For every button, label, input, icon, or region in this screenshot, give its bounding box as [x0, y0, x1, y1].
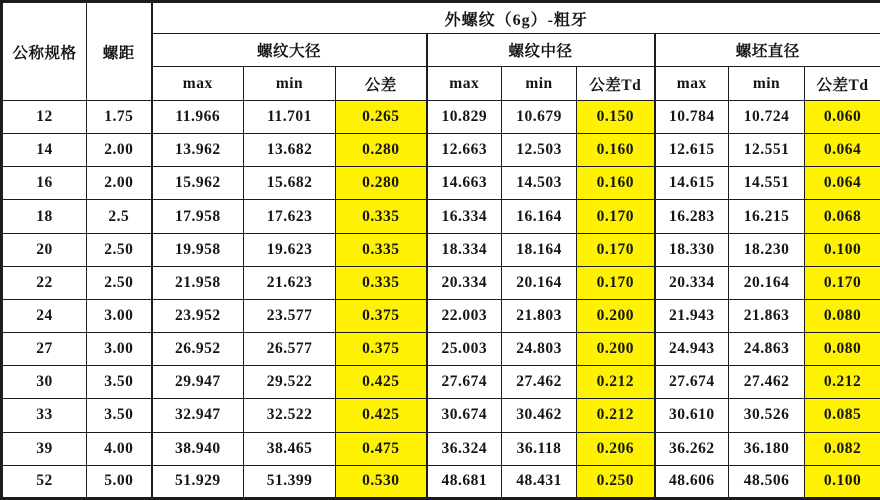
- value-cell: 30.674: [427, 399, 502, 432]
- value-cell: 21.863: [729, 299, 805, 332]
- value-cell: 0.335: [336, 266, 427, 299]
- value-cell: 36.324: [427, 432, 502, 465]
- value-cell: 0.082: [805, 432, 880, 465]
- value-cell: 14.663: [427, 167, 502, 200]
- header-blank-tolerance-td: 公差Td: [805, 67, 880, 101]
- value-cell: 0.425: [336, 399, 427, 432]
- value-cell: 0.335: [336, 233, 427, 266]
- value-cell: 0.170: [805, 266, 880, 299]
- spec-cell: 16: [2, 167, 87, 200]
- table-row: [2, 399, 880, 432]
- table-row: [2, 465, 880, 498]
- value-cell: 11.701: [244, 101, 336, 134]
- value-cell: 0.100: [805, 233, 880, 266]
- header-major-diameter: 螺纹大径: [152, 34, 427, 67]
- value-cell: 14.551: [729, 167, 805, 200]
- value-cell: 26.577: [244, 333, 336, 366]
- value-cell: 0.064: [805, 167, 880, 200]
- value-cell: 48.506: [729, 465, 805, 498]
- header-pitch: 螺距: [87, 2, 152, 101]
- value-cell: 12.663: [427, 134, 502, 167]
- value-cell: 30.610: [655, 399, 729, 432]
- table-row: [2, 233, 880, 266]
- value-cell: 0.425: [336, 366, 427, 399]
- value-cell: 16.215: [729, 200, 805, 233]
- value-cell: 10.724: [729, 101, 805, 134]
- spec-cell: 22: [2, 266, 87, 299]
- value-cell: 0.375: [336, 299, 427, 332]
- header-middle-tolerance-td: 公差Td: [577, 67, 655, 101]
- value-cell: 14.615: [655, 167, 729, 200]
- value-cell: 0.200: [577, 333, 655, 366]
- value-cell: 0.250: [577, 465, 655, 498]
- value-cell: 23.952: [152, 299, 244, 332]
- value-cell: 24.863: [729, 333, 805, 366]
- header-blank-max: max: [655, 67, 729, 101]
- value-cell: 36.118: [502, 432, 577, 465]
- value-cell: 2.00: [87, 134, 152, 167]
- value-cell: 16.334: [427, 200, 502, 233]
- value-cell: 13.682: [244, 134, 336, 167]
- value-cell: 0.150: [577, 101, 655, 134]
- value-cell: 0.060: [805, 101, 880, 134]
- spec-cell: 12: [2, 101, 87, 134]
- header-blank-min: min: [729, 67, 805, 101]
- value-cell: 0.206: [577, 432, 655, 465]
- value-cell: 21.623: [244, 266, 336, 299]
- value-cell: 10.784: [655, 101, 729, 134]
- value-cell: 0.080: [805, 299, 880, 332]
- spec-cell: 33: [2, 399, 87, 432]
- value-cell: 19.623: [244, 233, 336, 266]
- value-cell: 16.164: [502, 200, 577, 233]
- header-pitch-diameter: 螺纹中径: [427, 34, 655, 67]
- spec-cell: 30: [2, 366, 87, 399]
- value-cell: 17.958: [152, 200, 244, 233]
- value-cell: 0.200: [577, 299, 655, 332]
- value-cell: 20.334: [427, 266, 502, 299]
- value-cell: 0.475: [336, 432, 427, 465]
- table-row: [2, 266, 880, 299]
- value-cell: 27.674: [427, 366, 502, 399]
- value-cell: 0.170: [577, 200, 655, 233]
- value-cell: 11.966: [152, 101, 244, 134]
- value-cell: 21.958: [152, 266, 244, 299]
- header-row-title: [2, 2, 880, 34]
- value-cell: 0.212: [577, 399, 655, 432]
- table-row: [2, 432, 880, 465]
- value-cell: 0.212: [805, 366, 880, 399]
- value-cell: 0.100: [805, 465, 880, 498]
- value-cell: 48.606: [655, 465, 729, 498]
- table-row: [2, 299, 880, 332]
- spec-cell: 52: [2, 465, 87, 498]
- value-cell: 0.085: [805, 399, 880, 432]
- value-cell: 0.160: [577, 167, 655, 200]
- value-cell: 20.334: [655, 266, 729, 299]
- value-cell: 22.003: [427, 299, 502, 332]
- value-cell: 12.503: [502, 134, 577, 167]
- table-body: [2, 101, 880, 499]
- value-cell: 18.334: [427, 233, 502, 266]
- value-cell: 51.929: [152, 465, 244, 498]
- spec-cell: 39: [2, 432, 87, 465]
- value-cell: 10.679: [502, 101, 577, 134]
- value-cell: 3.50: [87, 366, 152, 399]
- value-cell: 0.170: [577, 266, 655, 299]
- spec-cell: 18: [2, 200, 87, 233]
- table-row: [2, 134, 880, 167]
- value-cell: 29.522: [244, 366, 336, 399]
- value-cell: 12.615: [655, 134, 729, 167]
- value-cell: 30.526: [729, 399, 805, 432]
- value-cell: 21.803: [502, 299, 577, 332]
- spec-cell: 14: [2, 134, 87, 167]
- value-cell: 0.080: [805, 333, 880, 366]
- value-cell: 18.330: [655, 233, 729, 266]
- value-cell: 2.50: [87, 266, 152, 299]
- header-middle-max: max: [427, 67, 502, 101]
- value-cell: 19.958: [152, 233, 244, 266]
- value-cell: 10.829: [427, 101, 502, 134]
- value-cell: 0.212: [577, 366, 655, 399]
- value-cell: 0.335: [336, 200, 427, 233]
- value-cell: 0.280: [336, 167, 427, 200]
- header-nominal-spec: 公称规格: [2, 2, 87, 101]
- header-major-tolerance: 公差: [336, 67, 427, 101]
- value-cell: 13.962: [152, 134, 244, 167]
- value-cell: 24.943: [655, 333, 729, 366]
- value-cell: 0.530: [336, 465, 427, 498]
- value-cell: 27.674: [655, 366, 729, 399]
- spec-cell: 24: [2, 299, 87, 332]
- value-cell: 0.068: [805, 200, 880, 233]
- value-cell: 16.283: [655, 200, 729, 233]
- value-cell: 30.462: [502, 399, 577, 432]
- value-cell: 18.230: [729, 233, 805, 266]
- value-cell: 2.50: [87, 233, 152, 266]
- value-cell: 0.375: [336, 333, 427, 366]
- value-cell: 12.551: [729, 134, 805, 167]
- spec-cell: 20: [2, 233, 87, 266]
- value-cell: 0.265: [336, 101, 427, 134]
- spec-cell: 27: [2, 333, 87, 366]
- value-cell: 36.180: [729, 432, 805, 465]
- table-header: [2, 2, 880, 101]
- value-cell: 38.940: [152, 432, 244, 465]
- header-middle-min: min: [502, 67, 577, 101]
- value-cell: 3.50: [87, 399, 152, 432]
- value-cell: 26.952: [152, 333, 244, 366]
- value-cell: 48.431: [502, 465, 577, 498]
- value-cell: 32.522: [244, 399, 336, 432]
- value-cell: 0.170: [577, 233, 655, 266]
- value-cell: 51.399: [244, 465, 336, 498]
- value-cell: 15.962: [152, 167, 244, 200]
- value-cell: 29.947: [152, 366, 244, 399]
- value-cell: 18.164: [502, 233, 577, 266]
- value-cell: 1.75: [87, 101, 152, 134]
- value-cell: 48.681: [427, 465, 502, 498]
- table-row: [2, 200, 880, 233]
- header-major-max: max: [152, 67, 244, 101]
- value-cell: 23.577: [244, 299, 336, 332]
- value-cell: 0.280: [336, 134, 427, 167]
- value-cell: 4.00: [87, 432, 152, 465]
- header-blank-diameter: 螺坯直径: [655, 34, 880, 67]
- value-cell: 0.160: [577, 134, 655, 167]
- value-cell: 15.682: [244, 167, 336, 200]
- value-cell: 20.164: [729, 266, 805, 299]
- table-row: [2, 167, 880, 200]
- value-cell: 25.003: [427, 333, 502, 366]
- value-cell: 38.465: [244, 432, 336, 465]
- value-cell: 14.503: [502, 167, 577, 200]
- value-cell: 20.164: [502, 266, 577, 299]
- header-major-min: min: [244, 67, 336, 101]
- value-cell: 0.064: [805, 134, 880, 167]
- value-cell: 3.00: [87, 333, 152, 366]
- value-cell: 2.00: [87, 167, 152, 200]
- value-cell: 24.803: [502, 333, 577, 366]
- value-cell: 27.462: [502, 366, 577, 399]
- value-cell: 2.5: [87, 200, 152, 233]
- value-cell: 21.943: [655, 299, 729, 332]
- value-cell: 27.462: [729, 366, 805, 399]
- table-title: 外螺纹（6g）-粗牙: [152, 2, 880, 34]
- table-row: [2, 366, 880, 399]
- value-cell: 36.262: [655, 432, 729, 465]
- value-cell: 32.947: [152, 399, 244, 432]
- table-row: [2, 101, 880, 134]
- table-row: [2, 333, 880, 366]
- value-cell: 5.00: [87, 465, 152, 498]
- value-cell: 3.00: [87, 299, 152, 332]
- value-cell: 17.623: [244, 200, 336, 233]
